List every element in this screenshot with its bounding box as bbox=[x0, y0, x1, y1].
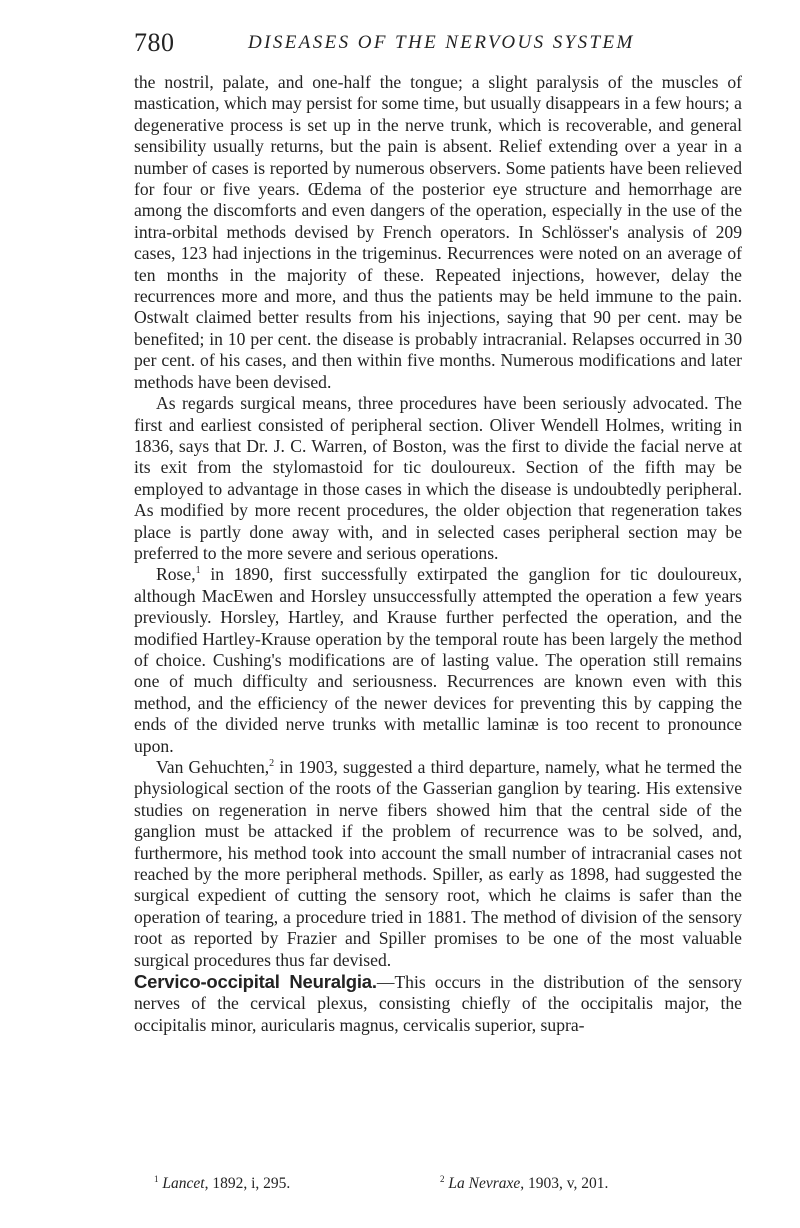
paragraph: As regards surgical means, three procedures have been seriously advocated. The first and earliest consisted of peripheral section. Oliver Wendell Holmes, writing in 1836, says that Dr. J. C. Warren, of Boston, was the first to divide the facial nerve at its exit from the stylomastoid for tic douloureux. Section of the fifth may be employed to advantage in those cases in which the disease is undoubtedly peripheral. As modified by more recent procedures, the older objection that regeneration takes place is partly done away with, and in selected cases peripheral section may be preferred to the more severe and serious operations. bbox=[134, 393, 742, 563]
page-header bbox=[134, 28, 734, 58]
running-title: DISEASES OF THE NERVOUS SYSTEM bbox=[248, 32, 635, 53]
footnote-source: La Nevraxe bbox=[448, 1175, 521, 1192]
footnote-reference: 2 bbox=[269, 758, 275, 770]
paragraph-text: —This occurs in the distribution of the sensory nerves of the cervical plexus, consisting chiefly of the occipitalis major, the occipitalis minor, auricularis magnus, cervicalis superior, supra- bbox=[134, 972, 743, 1035]
footnote-marker: 1 bbox=[154, 1173, 159, 1184]
footnote-marker: 2 bbox=[440, 1173, 445, 1184]
footnote-source: Lancet bbox=[162, 1175, 205, 1192]
footnote bbox=[154, 1175, 290, 1193]
footnote-citation: , 1903, v, 201. bbox=[520, 1175, 609, 1192]
footnote-reference: 1 bbox=[195, 565, 201, 577]
page-number: 780 bbox=[134, 28, 175, 57]
author-name: Rose, bbox=[156, 564, 196, 585]
section-heading: Cervico-occipital Neuralgia. bbox=[134, 971, 377, 993]
paragraph bbox=[134, 564, 742, 757]
author-name: Van Gehuchten, bbox=[156, 757, 270, 777]
paragraph-text: in 1903, suggested a third departure, namely, what he termed the physiological section of the roots of the Gasserian ganglion by tearing. His extensive studies on regeneration in nerve fibers showed him that the central side of the ganglion must be attacked if the problem of recurrence was to be solved, and, furthermore, his method took into account the small number of intracranial cases not reached by the more peripheral methods. Spiller, as early as 1898, had suggested the surgical expedient of cutting the sensory root, which he claims is safer than the operation of tearing, a procedure tried in 1881. The method of division of the sensory root as reported by Frazier and Spiller promises to be one of the most valuable surgical procedures thus far devised. bbox=[134, 757, 742, 970]
footnote-citation: , 1892, i, 295. bbox=[204, 1175, 291, 1192]
paragraph-text: in 1890, first successfully extirpated the ganglion for tic douloureux, although MacEwen and Horsley unsuccessfully attempted the operation a few years previously. Horsley, Hartley, and Krause further perfected the operation, and the modified Hartley-Krause operation by the temporal route has been largely the method of choice. Cushing's modifications are of lasting value. The operation still remains one of much difficulty and seriousness. Recurrences are known even with this method, and the efficiency of the newer devices for preventing this by capping the ends of the divided nerve trunks with metallic laminæ is too recent to pronounce upon. bbox=[134, 564, 742, 756]
paragraph: the nostril, palate, and one-half the tongue; a slight paralysis of the muscles of mastication, which may persist for some time, but usually disappears in a few hours; a degenerative process is set up in the nerve trunk, which is recoverable, and general sensibility usually returns, but the pain is absent. Relief extending over a year in a number of cases is reported by numerous observers. Some patients have been relieved for four or five years. Œdema of the posterior eye structure and hemorrhage are among the discomforts and even dangers of the operation, especially in the use of the intra-orbital methods devised by French operators. In Schlösser's analysis of 209 cases, 123 had injections in the trigeminus. Recurrences were noted on an average of ten months in the majority of these. Repeated injections, however, delay the recurrences more and more, and thus the patients may be held immune to the pain. Ostwalt claimed better results from his injections, saying that 90 per cent. may be benefited; in 10 per cent. the disease is probably intracranial. Relapses occurred in 30 per cent. of his cases, and then within five months. Numerous modifications and later methods have been devised. bbox=[134, 72, 742, 392]
paragraph bbox=[134, 757, 742, 971]
paragraph bbox=[134, 971, 742, 1036]
footnote bbox=[440, 1175, 608, 1193]
body-text bbox=[134, 72, 742, 1036]
